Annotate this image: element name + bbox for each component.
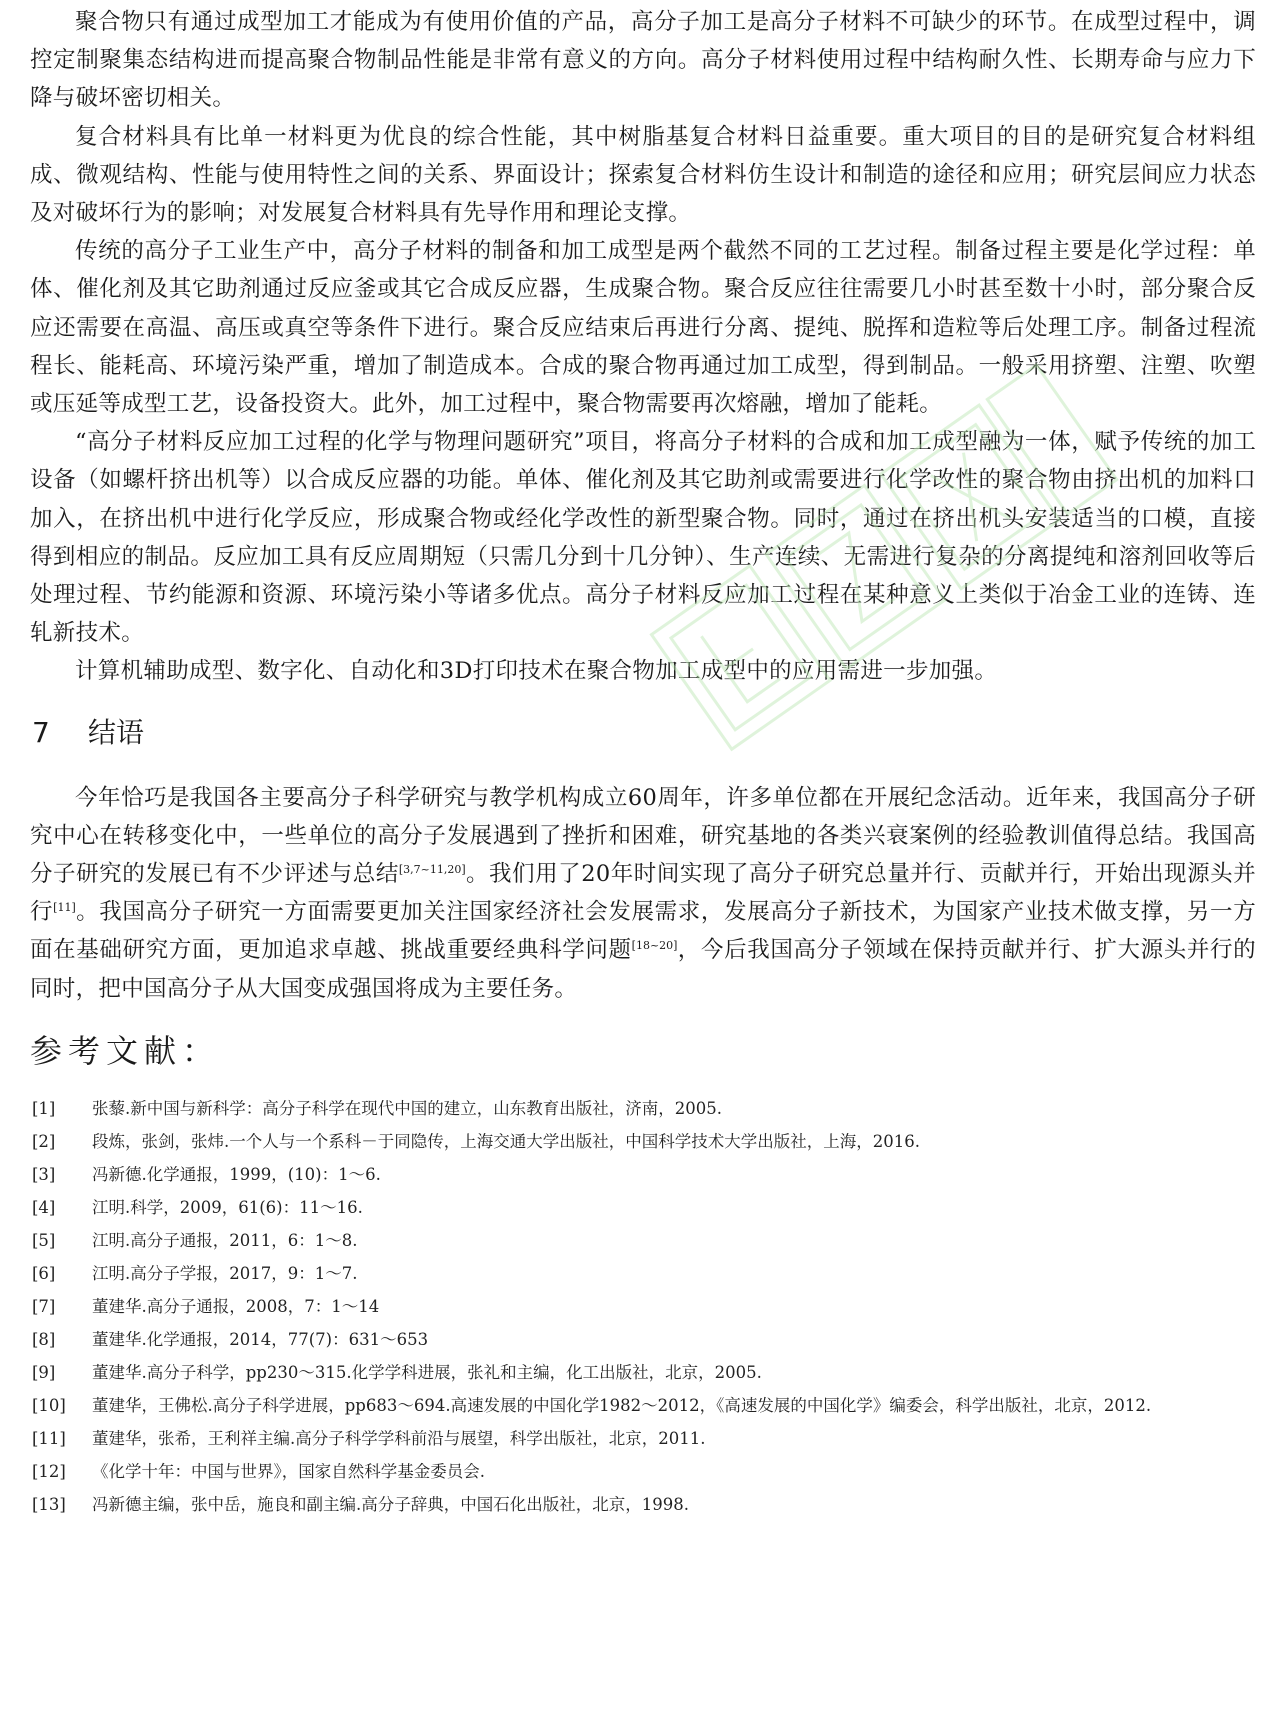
reference-item (30, 1455, 1256, 1488)
reference-text: 江明.高分子通报，2011，6：1～8. (92, 1230, 358, 1250)
reference-text: 董建华.高分子科学，pp230～315.化学学科进展，张礼和主编，化工出版社，北京，2005. (92, 1362, 762, 1382)
section-title: 结语 (88, 715, 145, 749)
reference-list (30, 1092, 1256, 1521)
reference-item (30, 1422, 1256, 1455)
paper-page (30, 0, 1256, 1521)
conclusion-text-4: ，今后我国高分子领域在保持贡献并行、扩大源头并行的同时，把中国高分子从大国变成强国将成为主要任务。 (30, 937, 1256, 1002)
reference-text: 冯新德.化学通报，1999，(10)：1～6. (92, 1164, 381, 1184)
reference-text: 段炼，张剑，张炜.一个人与一个系科－于同隐传，上海交通大学出版社，中国科学技术大学出版社，上海，2016. (92, 1131, 920, 1151)
section-heading (30, 713, 1256, 753)
reference-tag: [4] (32, 1197, 56, 1217)
reference-tag: [12] (32, 1461, 66, 1481)
reference-text: 《化学十年：中国与世界》，国家自然科学基金委员会. (92, 1461, 485, 1481)
reference-text: 张藜.新中国与新科学：高分子科学在现代中国的建立，山东教育出版社，济南，2005. (92, 1098, 722, 1118)
reference-tag: [5] (32, 1230, 56, 1250)
conclusion-text-3: 。我国高分子研究一方面需要更加关注国家经济社会发展需求，发展高分子新技术，为国家产业技术做支撑，另一方面在基础研究方面，更加追求卓越、挑战重要经典科学问题 (30, 899, 1256, 964)
paragraph-conclusion (30, 779, 1256, 1008)
paragraph-reactive-processing: “高分子材料反应加工过程的化学与物理问题研究”项目，将高分子材料的合成和加工成型融为一体，赋予传统的加工设备（如螺杆挤出机等）以合成反应器的功能。单体、催化剂及其它助剂或需要进行化学改性的聚合物由挤出机的加料口加入，在挤出机中进行化学反应，形成聚合物或经化学改性的新型聚合物。同时，通过在挤出机头安装适当的口模，直接得到相应的制品。反应加工具有反应周期短（只需几分到十几分钟）、生产连续、无需进行复杂的分离提纯和溶剂回收等后处理过程、节约能源和资源、环境污染小等诸多优点。高分子材料反应加工过程在某种意义上类似于冶金工业的连铸、连轧新技术。 (30, 429, 1256, 647)
reference-item (30, 1389, 1256, 1422)
reference-text: 董建华，王佛松.高分子科学进展，pp683～694.高速发展的中国化学1982～2012，《高速发展的中国化学》编委会，科学出版社，北京，2012. (92, 1395, 1152, 1415)
reference-tag: [7] (32, 1296, 56, 1316)
reference-text: 江明.科学，2009，61(6)：11～16. (92, 1197, 363, 1217)
reference-tag: [1] (32, 1098, 56, 1118)
paragraph-3d-printing: 计算机辅助成型、数字化、自动化和3D打印技术在聚合物加工成型中的应用需进一步加强。 (75, 658, 998, 685)
reference-item (30, 1158, 1256, 1191)
reference-item (30, 1323, 1256, 1356)
reference-tag: [10] (32, 1395, 66, 1415)
reference-tag: [8] (32, 1329, 56, 1349)
conclusion-text-1: 今年恰巧是我国各主要高分子科学研究与教学机构成立60周年，许多单位都在开展纪念活动。近年来，我国高分子研究中心在转移变化中，一些单位的高分子发展遇到了挫折和困难，研究基地的各类兴衰案例的经验教训值得总结。我国高分子研究的发展已有不少评述与总结 (30, 784, 1256, 888)
references-title: 参考文献： (30, 1031, 221, 1070)
reference-text: 董建华，张希，王利祥主编.高分子科学学科前沿与展望，科学出版社，北京，2011. (92, 1428, 706, 1448)
reference-text: 董建华.化学通报，2014，77(7)：631～653 (92, 1329, 429, 1349)
reference-item (30, 1257, 1256, 1290)
reference-item (30, 1488, 1256, 1521)
reference-item (30, 1125, 1256, 1158)
citation-superscript: [11] (53, 901, 76, 915)
citation-superscript: [18~20] (631, 939, 678, 953)
reference-item (30, 1356, 1256, 1389)
reference-tag: [9] (32, 1362, 56, 1382)
section-number: 7 (32, 715, 50, 749)
reference-tag: [2] (32, 1131, 56, 1151)
conclusion-text-2: 。我们用了20年时间实现了高分子研究总量并行、贡献并行，开始出现源头并行 (30, 861, 1256, 926)
reference-tag: [3] (32, 1164, 56, 1184)
reference-text: 董建华.高分子通报，2008，7：1～14 (92, 1296, 380, 1316)
paragraph-composites: 复合材料具有比单一材料更为优良的综合性能，其中树脂基复合材料日益重要。重大项目的目的是研究复合材料组成、微观结构、性能与使用特性之间的关系、界面设计；探索复合材料仿生设计和制造的途径和应用；研究层间应力状态及对破坏行为的影响；对发展复合材料具有先导作用和理论支撑。 (30, 123, 1256, 227)
reference-tag: [6] (32, 1263, 56, 1283)
reference-item (30, 1191, 1256, 1224)
paragraph-processing: 聚合物只有通过成型加工才能成为有使用价值的产品，高分子加工是高分子材料不可缺少的环节。在成型过程中，调控定制聚集态结构进而提高聚合物制品性能是非常有意义的方向。高分子材料使用过程中结构耐久性、长期寿命与应力下降与破坏密切相关。 (30, 9, 1256, 112)
reference-text: 江明.高分子学报，2017，9：1～7. (92, 1263, 358, 1283)
reference-text: 冯新德主编，张中岳，施良和副主编.高分子辞典，中国石化出版社，北京，1998. (92, 1494, 689, 1514)
reference-tag: [11] (32, 1428, 66, 1448)
citation-superscript: [3,7~11,20] (398, 863, 466, 877)
reference-item (30, 1092, 1256, 1125)
reference-item (30, 1224, 1256, 1257)
paragraph-traditional-production: 传统的高分子工业生产中，高分子材料的制备和加工成型是两个截然不同的工艺过程。制备过程主要是化学过程：单体、催化剂及其它助剂通过反应釜或其它合成反应器，生成聚合物。聚合反应往往需要几小时甚至数十小时，部分聚合反应还需要在高温、高压或真空等条件下进行。聚合反应结束后再进行分离、提纯、脱挥和造粒等后处理工序。制备过程流程长、能耗高、环境污染严重，增加了制造成本。合成的聚合物再通过加工成型，得到制品。一般采用挤塑、注塑、吹塑或压延等成型工艺，设备投资大。此外，加工过程中，聚合物需要再次熔融，增加了能耗。 (30, 238, 1256, 418)
reference-tag: [13] (32, 1494, 66, 1514)
reference-item (30, 1290, 1256, 1323)
